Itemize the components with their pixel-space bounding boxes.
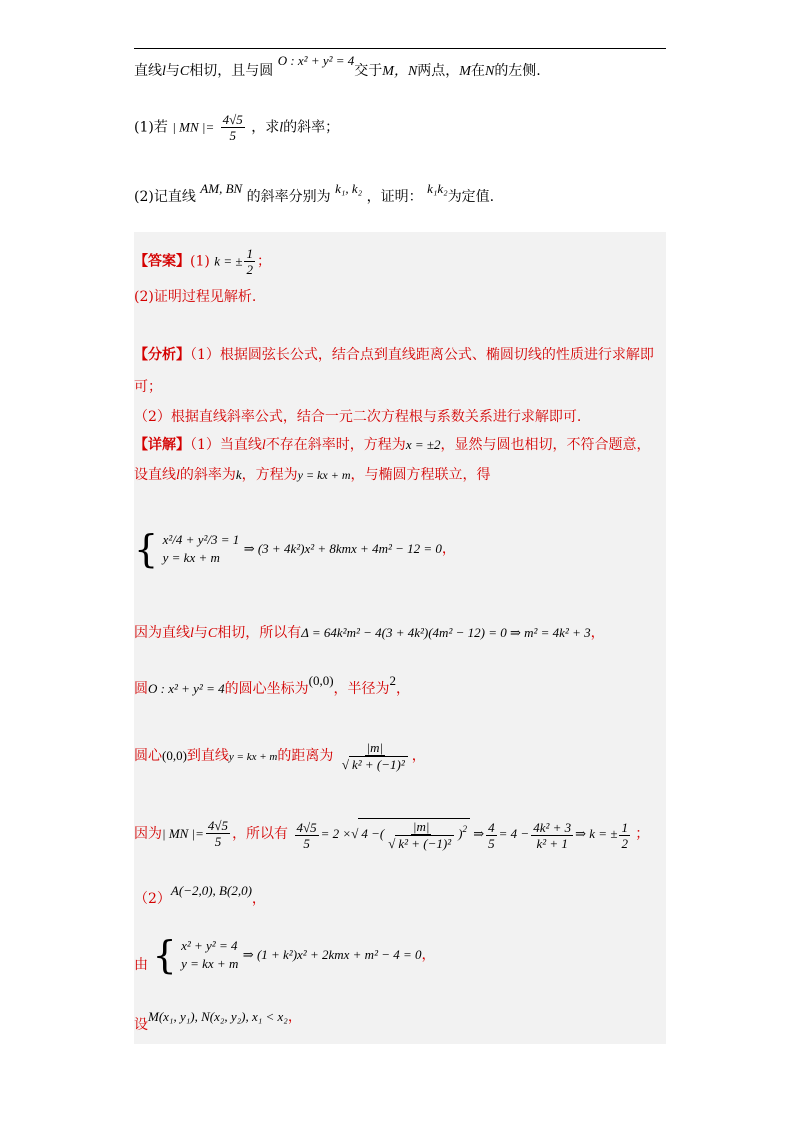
- math: A(−2,0), B(2,0): [170, 883, 252, 898]
- text: l: [279, 120, 284, 136]
- numerator: 4k² + 3: [533, 819, 572, 835]
- mn-line: [134, 818, 649, 851]
- text: M，N: [382, 64, 418, 79]
- distance-line: [134, 740, 426, 772]
- detail-tag: 【详解】: [134, 437, 190, 453]
- denominator: k² + 1: [536, 835, 568, 851]
- math: = 4 −: [498, 825, 530, 841]
- detail-line-1: [134, 436, 651, 455]
- header-rule: [134, 48, 666, 49]
- math: | MN |=: [162, 825, 204, 841]
- math: y = kx + m: [228, 751, 278, 763]
- numerator: 1: [246, 246, 253, 261]
- answer-line-1: [134, 246, 271, 277]
- system-2: [134, 933, 436, 977]
- fraction: [619, 820, 630, 851]
- denominator: 2: [246, 262, 253, 277]
- math: ⇒ k = ±: [575, 825, 618, 841]
- system-rows: [181, 937, 238, 973]
- math: x = ±2: [405, 437, 441, 452]
- text: ，方程为: [241, 467, 298, 483]
- tangent-line: [134, 624, 605, 643]
- text: (1)若: [134, 119, 168, 136]
- text: 到直线: [186, 748, 229, 764]
- text: C: [207, 626, 218, 641]
- text: l: [162, 64, 166, 79]
- equation-row: y = kx + m: [181, 956, 239, 971]
- text: ，证明：: [366, 189, 423, 205]
- text: 交于: [354, 63, 383, 79]
- numerator: 1: [621, 819, 628, 835]
- math: 4 −: [361, 825, 380, 841]
- brace: {: [152, 933, 177, 977]
- problem-line-1: [134, 53, 541, 81]
- analysis-tag: 【分析】: [134, 347, 190, 363]
- system-1: [134, 527, 456, 571]
- fraction: [486, 820, 497, 851]
- math: 2: [389, 673, 397, 688]
- answer-tag: 【答案】: [134, 253, 190, 270]
- set-points-line: [134, 1008, 302, 1033]
- numerator: 4√5: [296, 819, 317, 835]
- numerator: 4√5: [207, 818, 229, 834]
- math: (0,0): [308, 673, 334, 688]
- denominator: 5: [303, 835, 310, 851]
- math: k: [235, 467, 242, 482]
- math: M(x₁, y₁), N(x₂, y₂), x₁ < x₂: [148, 1009, 288, 1024]
- text: ，: [441, 541, 456, 557]
- analysis-line-3: （2）根据直线斜率公式，结合一元二次方程根与系数关系进行求解即可.: [134, 409, 582, 425]
- text: 为定值.: [447, 189, 495, 205]
- text: l: [190, 626, 194, 641]
- question-2: [134, 181, 495, 206]
- text: 的左侧.: [494, 63, 541, 79]
- math: (0,0): [162, 748, 187, 763]
- numerator: 4√5: [222, 112, 243, 127]
- circle-center-line: [134, 673, 411, 698]
- math: | MN |=: [172, 119, 215, 135]
- text: 的斜率；: [283, 119, 340, 136]
- denominator: 5: [214, 834, 222, 850]
- part2-points: [134, 883, 266, 908]
- text: 相切，所以有: [217, 625, 302, 641]
- brace: {: [134, 527, 159, 571]
- radicand: 4 −( $\frac{|m|}{\text{√ k² + (−1)²}}$ )$^2$: [358, 818, 470, 851]
- fraction: [295, 820, 319, 851]
- text: 与: [165, 63, 180, 79]
- math: y = kx + m: [297, 468, 351, 482]
- mn-expression: $\frac{4√5}{5}$ = 2 ×√ 4 −( $\frac{|m|}{\text{√ k² + (−1)²}}$ )$^2$ ⇒ $\frac{4}{5}$ = 4 − $\frac{\text{4k² + 3}}{\text{k² + 1}}$ ⇒ k = ± $\frac{1}{2}$: [296, 819, 628, 851]
- text: 两点，: [417, 63, 460, 79]
- text: 由: [134, 957, 148, 973]
- circle-equation: O : x² + y² = 4: [277, 53, 355, 68]
- text: 的斜率分别为: [246, 189, 331, 205]
- text: ，: [411, 748, 426, 764]
- text: 的圆心坐标为: [224, 681, 309, 697]
- text: 圆: [134, 681, 148, 697]
- analysis-line-2: 可；: [134, 379, 162, 395]
- fraction: [221, 112, 245, 143]
- denominator: 5: [229, 128, 236, 143]
- math: Δ = 64k²m² − 4(3 + 4k²)(4m² − 12) = 0 ⇒ m² = 4k² + 3: [301, 625, 591, 640]
- denominator: 5: [488, 835, 495, 851]
- text: 直线: [134, 63, 162, 79]
- text: ，所以有: [232, 825, 289, 842]
- text: 与: [193, 625, 208, 641]
- detail-line-2: [134, 466, 491, 485]
- numerator: 4: [488, 819, 495, 835]
- math: AM, BN: [200, 181, 243, 196]
- text: (2)记直线: [134, 189, 196, 205]
- fraction: [531, 820, 573, 851]
- text: (1): [190, 253, 210, 270]
- equation-row: y = kx + m: [162, 550, 220, 565]
- text: ，: [251, 891, 266, 907]
- fraction: [386, 819, 456, 851]
- math: ⇒ (1 + k²)x² + 2kmx + m² − 4 = 0: [242, 947, 422, 962]
- text: 设: [134, 1017, 148, 1033]
- text: 相切，且与圆: [189, 63, 274, 79]
- text: ，求: [251, 119, 280, 136]
- denominator: 2: [621, 835, 628, 851]
- system-rows: [163, 531, 240, 567]
- fraction: [244, 246, 255, 277]
- numerator: |m|: [412, 819, 430, 834]
- text: 在: [470, 63, 485, 79]
- fraction: [206, 818, 230, 849]
- text: C: [179, 64, 190, 79]
- text: ，: [287, 1009, 302, 1025]
- math: k = ±: [214, 253, 243, 269]
- math: O : x² + y² = 4: [148, 681, 225, 696]
- math: ⇒ (3 + 4k²)x² + 8kmx + 4m² − 12 = 0: [243, 541, 442, 556]
- math: k₁, k₂: [335, 181, 363, 196]
- text: （1）当直线: [190, 437, 262, 453]
- text: ，: [396, 681, 411, 697]
- answer-line-2: (2)证明过程见解析.: [134, 289, 257, 305]
- text: l: [176, 468, 180, 483]
- numerator: |m|: [366, 740, 384, 755]
- math: k₁k₂: [427, 181, 448, 196]
- text: ；: [256, 253, 271, 270]
- distance-fraction: [340, 740, 410, 772]
- text: 不存在斜率时，方程为: [265, 437, 406, 453]
- radicand: k² + (−1)²: [395, 835, 454, 851]
- text: （1）根据圆弦长公式，结合点到直线距离公式、椭圆切线的性质进行求解即: [190, 347, 654, 363]
- text: ，显然与圆也相切，不符合题意，: [440, 437, 651, 453]
- text: ，: [590, 625, 605, 641]
- text: ，半径为: [333, 681, 390, 697]
- equation-row: x²/4 + y²/3 = 1: [162, 532, 240, 547]
- question-1: [134, 112, 339, 143]
- exponent: 2: [462, 823, 467, 834]
- math: = 2 ×: [320, 825, 352, 841]
- text: 的斜率为: [179, 467, 236, 483]
- text: l: [261, 438, 266, 453]
- text: M: [459, 64, 471, 79]
- text: （2）: [134, 891, 171, 907]
- text: ，与椭圆方程联立，得: [350, 467, 491, 483]
- analysis-line-1: [134, 346, 654, 364]
- text: ；: [635, 825, 650, 842]
- equation-row: x² + y² = 4: [181, 938, 238, 953]
- denominator: √ k² + (−1)²: [340, 756, 410, 772]
- text: 圆心: [134, 748, 162, 764]
- text: 因为: [134, 825, 162, 842]
- radicand: k² + (−1)²: [349, 756, 408, 772]
- text: 因为直线: [134, 625, 190, 641]
- text: ，: [421, 947, 436, 963]
- text: 设直线: [134, 467, 176, 483]
- denominator: √ k² + (−1)²: [386, 835, 456, 851]
- math: ⇒: [473, 825, 485, 841]
- text: N: [484, 64, 495, 79]
- text: 的距离为: [277, 748, 334, 764]
